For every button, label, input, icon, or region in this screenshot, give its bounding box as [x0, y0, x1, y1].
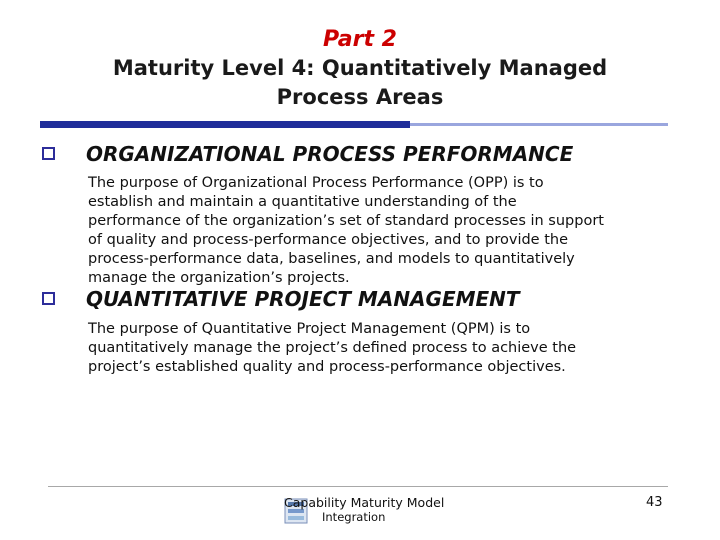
slide-title-block [0, 26, 720, 112]
slide-title-line2: Process Areas [276, 85, 444, 109]
footer-logo-text: Capability Maturity Model [284, 495, 445, 510]
page-number: 43 [646, 495, 663, 510]
section-body-qpm [88, 320, 668, 377]
body-line: process-performance data, baselines, and models to quantitatively [88, 251, 575, 267]
title-rule-line [410, 123, 668, 126]
body-line: establish and maintain a quantitative understanding of the [88, 194, 517, 210]
footer-divider [48, 486, 668, 487]
footer-logo-subtext: Integration [322, 510, 386, 524]
body-line: quantitatively manage the project’s defined process to achieve the [88, 340, 577, 356]
slide-title-line1: Maturity Level 4: Quantitatively Managed [112, 56, 608, 80]
checkbox-bullet-icon [42, 292, 55, 305]
body-line: performance of the organization’s set of standard processes in support [88, 213, 604, 229]
body-line: project’s established quality and process-performance objectives. [88, 359, 566, 375]
section-body-opp [88, 174, 668, 288]
body-line: The purpose of Organizational Process Performance (OPP) is to [88, 175, 544, 191]
body-line: of quality and process-performance objectives, and to provide the [88, 232, 569, 248]
footer-logo [282, 495, 445, 527]
checkbox-bullet-icon [42, 147, 55, 160]
body-line: manage the organization’s projects. [88, 270, 350, 286]
section-heading-qpm: QUANTITATIVE PROJECT MANAGEMENT [86, 287, 520, 311]
section-heading-opp: ORGANIZATIONAL PROCESS PERFORMANCE [86, 142, 574, 166]
body-line: The purpose of Quantitative Project Management (QPM) is to [88, 321, 531, 337]
part-label: Part 2 [323, 27, 397, 52]
title-rule-bar [40, 121, 410, 128]
